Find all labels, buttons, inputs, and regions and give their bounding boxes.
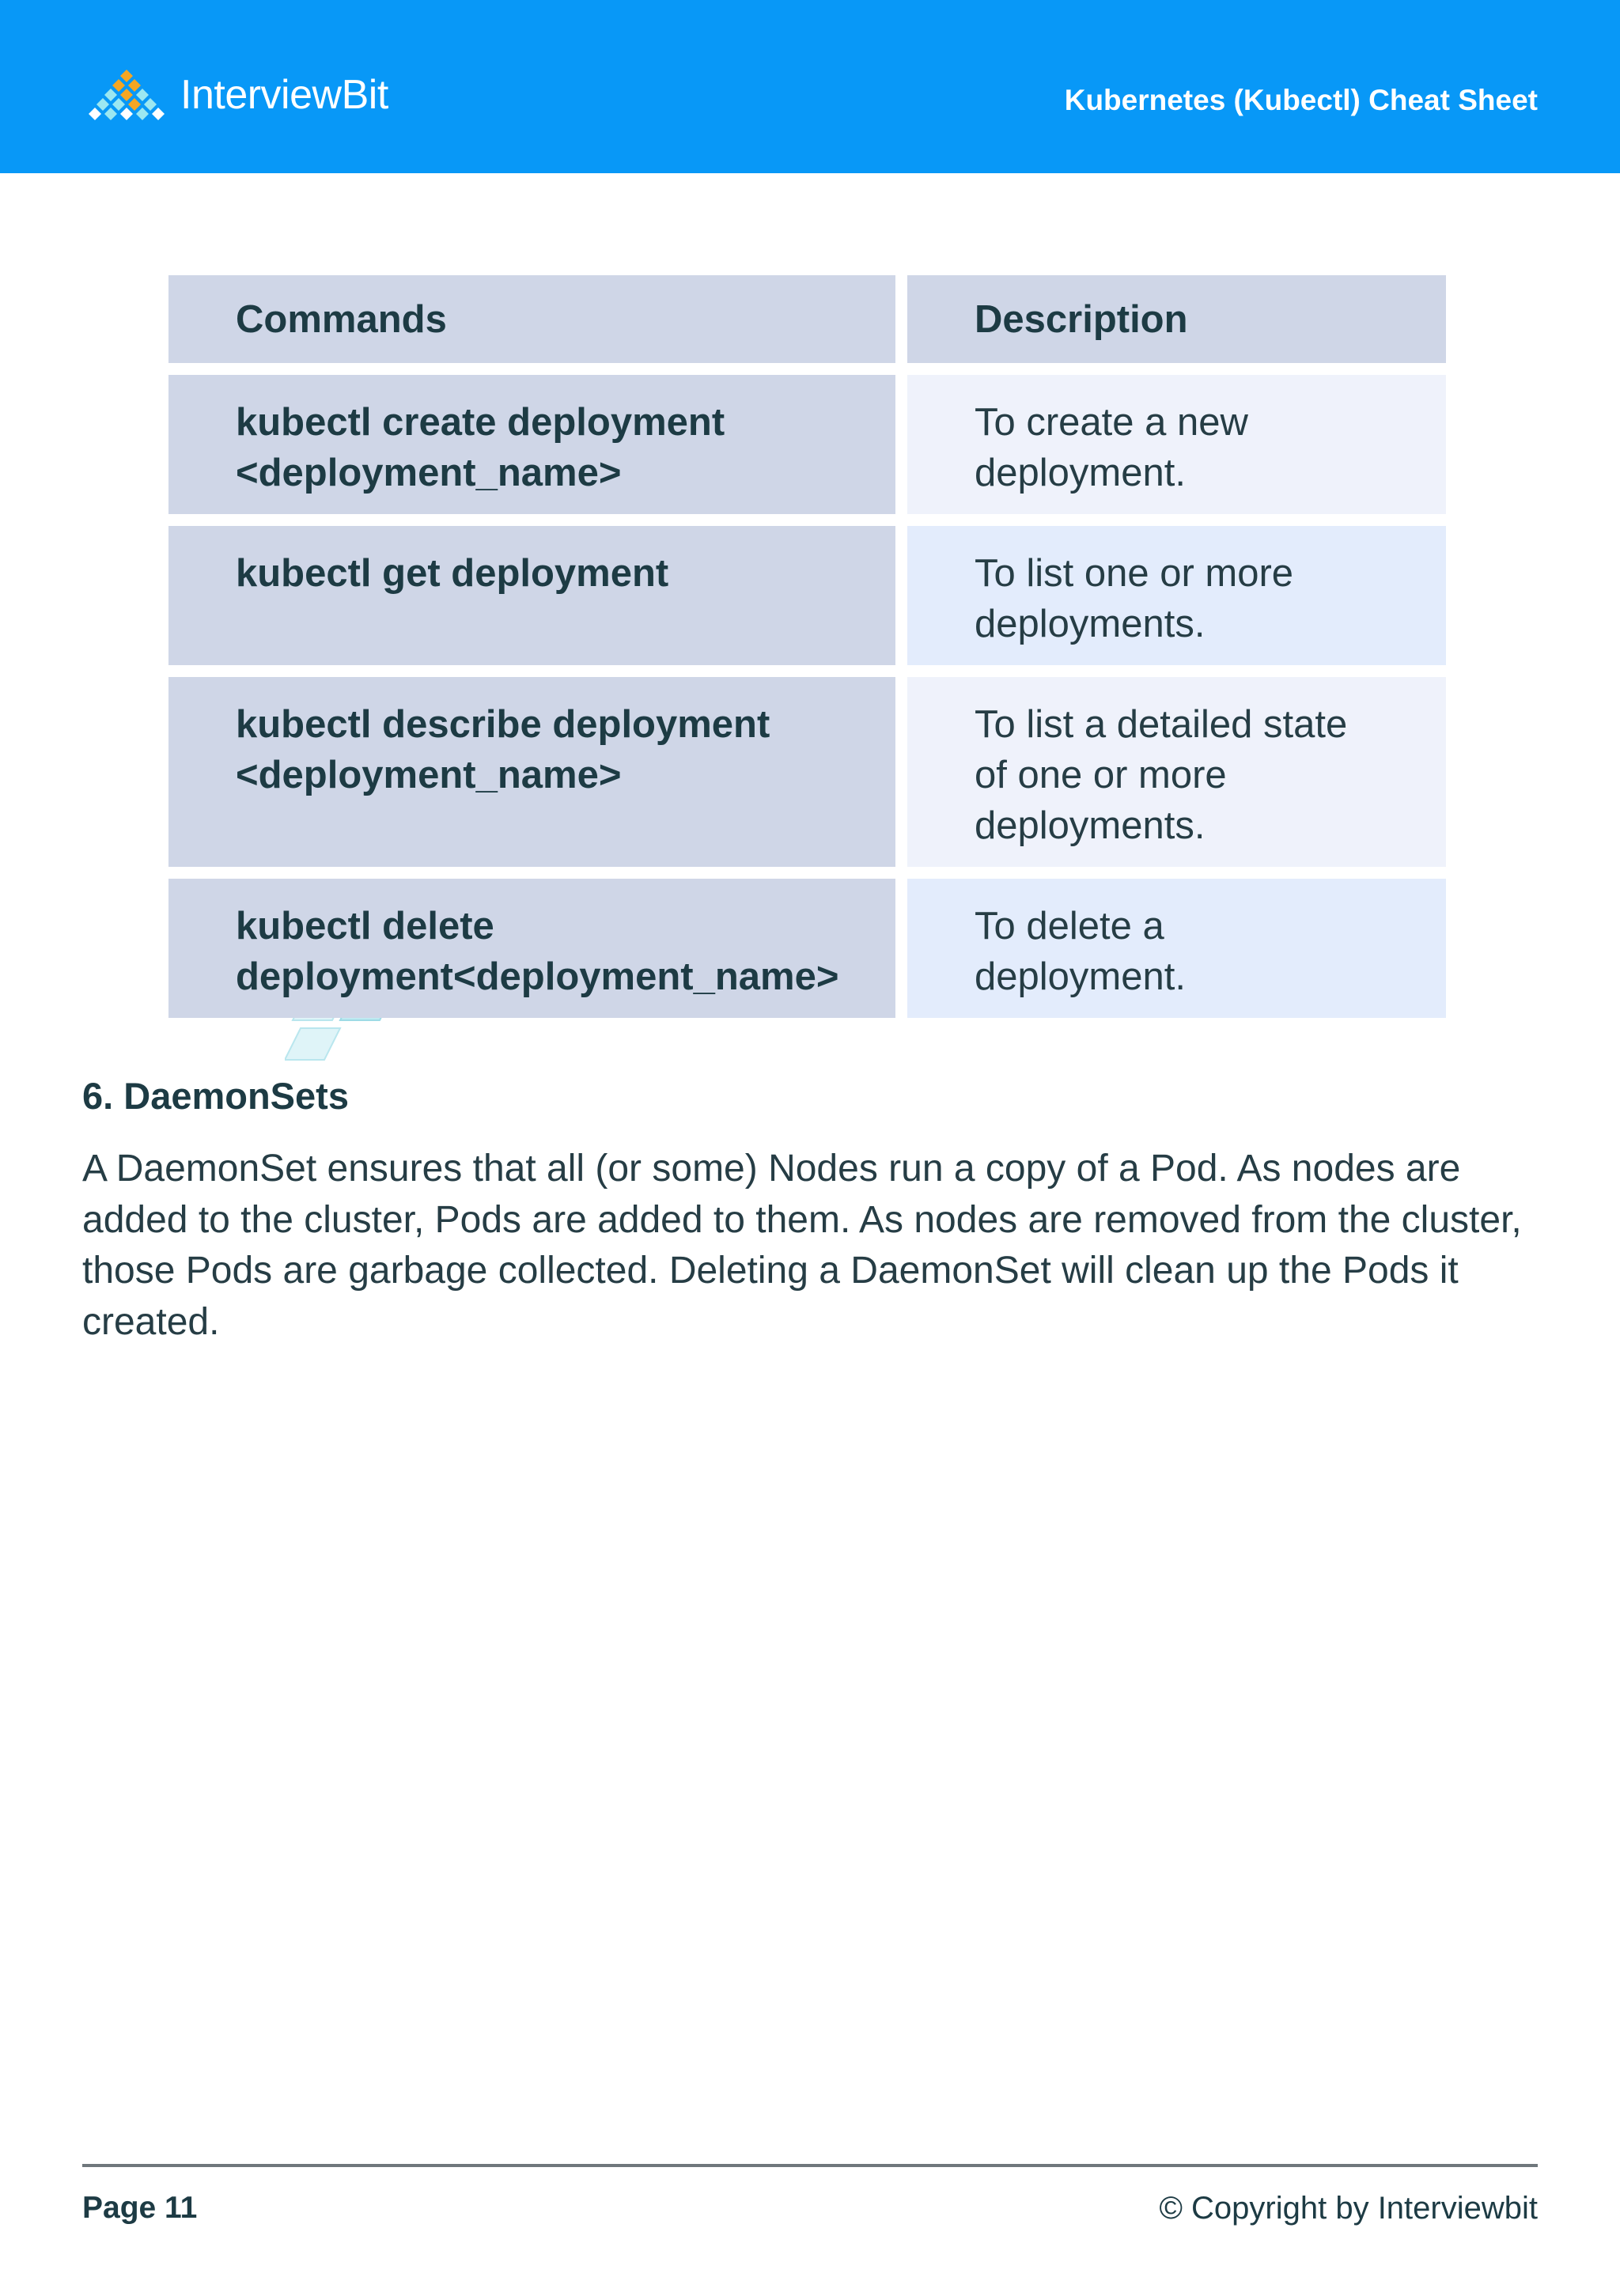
section-heading: 6. DaemonSets — [82, 1075, 349, 1117]
table-row — [168, 879, 1446, 1018]
command-cell — [168, 526, 895, 665]
table-header-row — [168, 275, 1446, 363]
table-row — [168, 677, 1446, 867]
description-cell — [907, 879, 1446, 1018]
description-line: To delete a — [975, 905, 1164, 948]
column-header-commands: Commands — [168, 275, 895, 363]
commands-table — [157, 263, 1458, 1030]
command-cell — [168, 375, 895, 514]
brand-logo[interactable] — [82, 63, 388, 127]
description-cell — [907, 677, 1446, 867]
command-line: kubectl create deployment — [236, 401, 725, 444]
description-line: of one or more — [975, 754, 1227, 796]
footer-divider — [82, 2164, 1538, 2167]
column-header-description: Description — [907, 275, 1446, 363]
command-line: kubectl delete — [236, 905, 494, 948]
description-line: To list one or more — [975, 552, 1294, 595]
description-line: deployment. — [975, 955, 1186, 998]
description-line: deployment. — [975, 452, 1186, 494]
command-line: <deployment_name> — [236, 754, 622, 796]
description-line: deployments. — [975, 804, 1206, 847]
description-cell — [907, 526, 1446, 665]
document-title: Kubernetes (Kubectl) Cheat Sheet — [1064, 84, 1538, 116]
command-line: kubectl get deployment — [236, 552, 669, 595]
table-row — [168, 375, 1446, 514]
command-line: deployment<deployment_name> — [236, 955, 839, 998]
page-number: Page 11 — [82, 2191, 198, 2225]
command-cell — [168, 677, 895, 867]
command-line: <deployment_name> — [236, 452, 622, 494]
table-row — [168, 526, 1446, 665]
brand-name: InterviewBit — [180, 72, 388, 118]
description-line: To create a new — [975, 401, 1248, 444]
command-line: kubectl describe deployment — [236, 703, 770, 746]
copyright-notice: © Copyright by Interviewbit — [1159, 2191, 1538, 2226]
page-header — [0, 0, 1620, 173]
section-paragraph: A DaemonSet ensures that all (or some) Nodes run a copy of a Pod. As nodes are added to the cluster, Pods are added to them. As nodes are removed from the cluster, those Pods are garbage collected. Deleting a DaemonSet will clean up the Pods it created. — [82, 1148, 1522, 1343]
description-line: deployments. — [975, 603, 1206, 645]
description-line: To list a detailed state — [975, 703, 1348, 746]
command-cell — [168, 879, 895, 1018]
description-cell — [907, 375, 1446, 514]
interviewbit-logo-icon — [82, 66, 171, 123]
